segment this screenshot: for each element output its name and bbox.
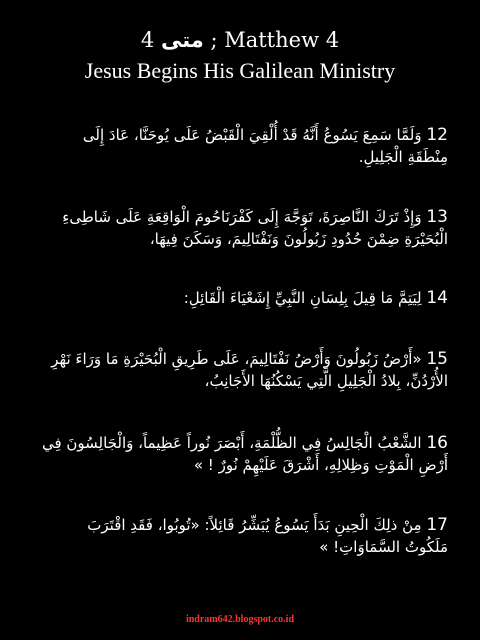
chapter-reference [0,26,480,54]
verse-text: «أَرْضُ زَبُولُونَ وَأَرْضُ نَفْتَالِيمَ، عَلَى طَرِيقِ الْبُحَيْرَةِ مَا وَرَاءَ نَهْرِ الأُرْدُنِّ، بِلادُ الْجَلِيلِ الَّتِي يَسْكُنُهَا الأَجَانِبُ، [51,350,448,390]
verse-number: 16 [426,433,448,453]
verse-text: وَلَمَّا سَمِعَ يَسُوعُ أَنَّهُ قَدْ أُلْقِيَ الْقَبْضُ عَلَى يُوحَنَّا، عَادَ إِلَى مِنْطَقَةِ الْجَلِيلِ. [82,126,448,166]
verse-number: 14 [426,288,448,308]
verse-16 [40,432,448,476]
verse-number: 15 [426,349,448,369]
verse-text: الشَّعْبُ الْجَالِسُ فِي الظُّلْمَةِ، أَبْصَرَ نُوراً عَظِيماً، وَالْجَالِسُونَ فِي أَرْضِ الْمَوْتِ وَظِلالِهِ، أَشْرَقَ عَلَيْهِمْ نُورٌ ! » [41,434,448,474]
verse-13 [40,206,448,250]
footer-url: indram642.blogspot.co.id [185,614,295,625]
verse-14 [40,287,448,309]
verse-text: مِنْ ذلِكَ الْحِينِ بَدَأَ يَسُوعُ يُبَشِّرُ قَائِلاً: «تُوبُوا، فَقَدِ اقْتَرَبَ مَلَكُوتُ السَّمَاوَاتِ! » [87,516,448,556]
reference-arabic: متى [160,28,204,52]
verse-number: 13 [426,207,448,227]
verse-text: لِيَتِمَّ مَا قِيلَ بِلِسَانِ النَّبِيِّ إِشَعْيَاءَ الْقَائِلِ: [183,289,422,307]
verse-number: 12 [426,125,448,145]
verse-text: وَإِذْ تَرَكَ النَّاصِرَةَ، تَوَجَّهَ إِلَى كَفْرَنَاحُومَ الْوَاقِعَةِ عَلَى شَاطِىءِ الْبُحَيْرَةِ ضِمْنَ حُدُودِ زَبُولُونَ وَنَفْتَالِيمَ، وَسَكَنَ فِيهَا، [62,208,448,248]
verse-15 [40,348,448,392]
verse-17 [40,514,448,558]
header [0,26,480,86]
page-title: Jesus Begins His Galilean Ministry [84,58,396,83]
reference-english: 4 ; Matthew 4 [140,28,340,52]
verse-12 [40,124,448,168]
verse-number: 17 [426,515,448,535]
